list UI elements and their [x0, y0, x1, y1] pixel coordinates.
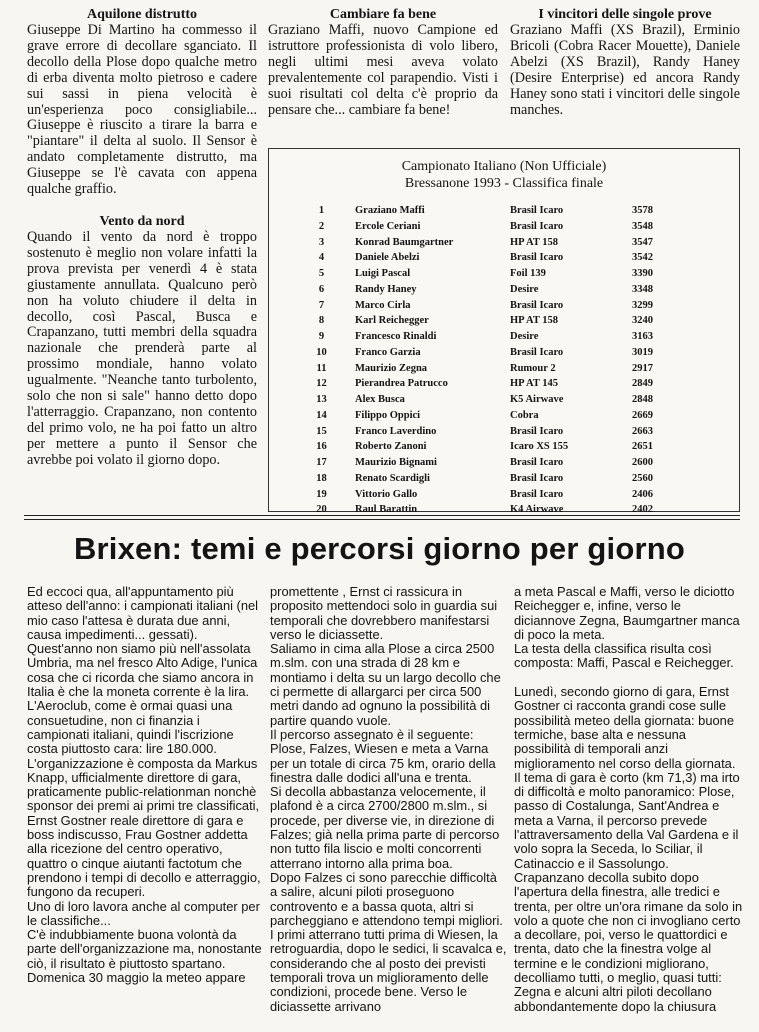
rank-position: 8 [318, 315, 325, 327]
sidebar-column-2 [268, 6, 498, 118]
ranking-row [269, 298, 739, 314]
pilot-name: Konrad Baumgartner [355, 236, 454, 248]
ranking-row [269, 376, 739, 392]
rank-position: 1 [318, 205, 325, 216]
article-paragraph: Saliamo in cima alla Plose a circa 2500 m.slm. con una strada di 28 km e montiamo i delta su un largo decollo che ci permette di allargarci per circa 500 metri dando ad ognuno la possibilità di partire quando vuole. [270, 641, 501, 728]
rank-position: 14 [316, 409, 327, 421]
points-value: 2402 [632, 504, 653, 516]
points-value: 2651 [632, 441, 653, 453]
article-paragraph: La testa della classifica risulta così composta: Maffi, Pascal e Reichegger. [514, 641, 734, 671]
pilot-name: Vittorio Gallo [355, 488, 418, 500]
rank-position: 11 [316, 362, 327, 374]
pilot-name: Maurizio Zegna [355, 362, 428, 374]
rank-position: 9 [318, 331, 325, 342]
points-value: 3547 [632, 236, 653, 248]
ranking-row [269, 455, 739, 471]
ranking-title-line-2: Bressanone 1993 - Classifica finale [404, 176, 604, 191]
article-paragraph: Dopo Falzes ci sono parecchie difficoltà a salire, alcuni piloti proseguono controvento e a bassa quota, altri si parcheggiano e attendono tempi migliori. I primi atterrano tutti prima di Wiesen, la retroguardia, dopo le sedici, li scavalca e, considerando che al posto dei previsti temporali trova un miglioramento delle condizioni, procede bene. Verso le diciassette arrivano [270, 869, 507, 1014]
heading-vento-da-nord: Vento da nord [99, 213, 185, 229]
article-paragraph: C'è indubbiamente buona volontà da parte dell'organizzazione ma, nonostante ciò, il risultato è piuttosto spartano. [27, 927, 262, 971]
points-value: 3548 [632, 220, 653, 232]
ranking-row [269, 408, 739, 424]
pilot-name: Ercole Ceriani [355, 220, 421, 232]
wing-model: Brasil Icaro [510, 472, 564, 484]
article-paragraph: Si decolla abbastanza velocemente, il plafond è a circa 2700/2800 m.slm., si procede, per diverse vie, in direzione di Falzes; già nella prima parte di percorso non tutto fila liscio e molti concorrenti atterrano intorno alla prima boa. [270, 784, 500, 871]
points-value: 2600 [632, 457, 653, 468]
points-value: 2663 [632, 425, 653, 437]
ranking-row [269, 392, 739, 408]
ranking-row [269, 235, 739, 251]
points-value: 2849 [632, 378, 653, 390]
points-value: 2560 [632, 472, 653, 484]
ranking-row [269, 266, 739, 282]
ranking-title-line-1: Campionato Italiano (Non Ufficiale) [401, 159, 607, 174]
ranking-row [269, 424, 739, 440]
points-value: 2848 [632, 394, 653, 405]
ranking-row [269, 471, 739, 487]
rank-position: 12 [316, 378, 327, 390]
heading-vincitori: I vincitori delle singole prove [538, 7, 712, 22]
heading-aquilone-distrutto: Aquilone distrutto [86, 7, 198, 22]
rank-position: 5 [318, 268, 325, 279]
wing-model: K5 Airwave [510, 394, 564, 405]
wing-model: Brasil Icaro [510, 299, 564, 311]
wing-model: Desire [510, 331, 539, 342]
ranking-row [269, 282, 739, 298]
points-value: 3348 [632, 283, 653, 295]
ranking-row [269, 439, 739, 455]
article-headline: Brixen: temi e percorsi giorno per giorno [73, 531, 686, 566]
pilot-name: Alex Busca [355, 394, 405, 405]
wing-model: Rumour 2 [510, 362, 556, 374]
rank-position: 13 [316, 394, 327, 405]
rank-position: 3 [318, 236, 325, 248]
rank-position: 2 [318, 220, 325, 232]
ranking-row [269, 219, 739, 235]
pilot-name: Graziano Maffi [355, 205, 425, 216]
points-value: 3299 [632, 299, 653, 311]
paragraph-aquilone-distrutto: Giuseppe Di Martino ha commesso il grave errore di decollare sganciato. Il decollo della Plose dopo qualche metro di erba diventa molto pietroso e cadere sui sassi in piena velocità è un'esperienza poco consigliabile... Giuseppe è riuscito a tirare la barra e "piantare" il delta al suolo. Il Sensor è andato completamente distrutto, ma Giuseppe se l'è cavata con appena qualche graffio. [27, 22, 257, 198]
rank-position: 17 [316, 457, 327, 468]
article-column-3-part-a [514, 585, 744, 671]
ranking-row [269, 329, 739, 345]
ranking-row [269, 250, 739, 266]
wing-model: Cobra [510, 409, 539, 421]
article-column-3 [514, 585, 744, 1014]
rank-position: 16 [316, 441, 327, 453]
ranking-row [269, 487, 739, 503]
points-value: 3390 [632, 268, 653, 279]
ranking-row [269, 203, 739, 219]
rank-position: 18 [316, 472, 327, 484]
paragraph-gap [514, 671, 744, 685]
wing-model: Brasil Icaro [510, 488, 564, 500]
article-paragraph: L'Aeroclub, come è ormai quasi una consuetudine, non ci finanzia i campionati italiani, quindi l'iscrizione costa piuttosto cara: lire 180.000. [27, 698, 234, 757]
article-paragraph: Il tema di gara è corto (km 71,3) ma irto di difficoltà e molto panoramico: Plose, passo di Costalunga, Sant'Andrea e meta a Varna, il percorso prevede l'attraversamento della Val Gardena e il volo sopra la Seceda, lo Sciliar, il Catinaccio e il Sassolungo. [514, 769, 740, 871]
article-paragraph: Crapanzano decolla subito dopo l'apertura della finestra, alle tredici e trenta, per oltre un'ora rimane da solo in volo a quote che non ci invogliano certo a decollare, poi, verso le quattordici e trenta, dato che la finestra volge al termine e le condizioni migliorano, decolliamo tutti, o meglio, quasi tutti: Zegna e alcuni altri piloti decollano abbondantemente dopo la chiusura [514, 869, 743, 1014]
separator-line [24, 515, 740, 516]
separator-line [24, 519, 740, 520]
pilot-name: Franco Laverdino [355, 425, 437, 437]
article-column-3-part-b [514, 685, 744, 1014]
points-value: 2406 [632, 488, 653, 500]
pilot-name: Renato Scardigli [355, 472, 430, 484]
wing-model: HP AT 158 [510, 315, 559, 327]
sidebar-column-3 [510, 6, 740, 118]
article-paragraph: Uno di loro lavora anche al computer per le classifiche... [27, 898, 260, 928]
points-value: 3163 [632, 331, 653, 342]
points-value: 3578 [632, 205, 653, 216]
pilot-name: Roberto Zanoni [355, 441, 427, 453]
heading-cambiare-fa-bene: Cambiare fa bene [329, 7, 437, 22]
wing-model: HP AT 145 [510, 378, 559, 390]
pilot-name: Franco Garzia [355, 346, 421, 358]
wing-model: HP AT 158 [510, 236, 559, 248]
paragraph-vento-da-nord: Quando il vento da nord è troppo sostenuto è meglio non volare infatti la prova prevista per venerdì 4 è stata giustamente annullata. Qualcuno però non ha voluto chiudere il delta in decollo, così Pascal, Busca e Crapanzano, tutti membri della squadra nazionale che prenderà parte al prossimo mondiale, hanno volato ugualmente. "Neanche tanto turbolento, solo che non si sale" hanno detto dopo l'atterraggio. Crapanzano, non contento del primo volo, ne ha poi fatto un altro per mettere a punto il Sensor che avrebbe poi volato il giorno dopo. [27, 228, 257, 468]
ranking-table [269, 203, 739, 518]
rank-position: 6 [318, 283, 325, 295]
points-value: 3542 [632, 252, 653, 264]
article-paragraph: promettente , Ernst ci rassicura in proposito mettendoci solo in guardia sui temporali che dovrebbero manifestarsi verso le diciassette. [270, 584, 498, 642]
points-value: 3240 [632, 315, 653, 327]
rank-position: 15 [316, 425, 327, 437]
ranking-box [268, 148, 740, 516]
pilot-name: Filippo Oppici [355, 409, 421, 421]
rank-position: 20 [316, 504, 327, 516]
pilot-name: Francesco Rinaldi [355, 331, 437, 342]
paragraph-cambiare-fa-bene: Graziano Maffi, nuovo Campione ed istruttore professionista di volo libero, negli ultimi mesi aveva volato prevalentemente col parapendio. Visti i suoi risultati col delta c'è proprio da pensare che... cambiare fa bene! [268, 22, 498, 118]
pilot-name: Pierandrea Patrucco [355, 378, 448, 390]
points-value: 2669 [632, 409, 653, 421]
points-value: 2917 [632, 362, 653, 374]
article-paragraph: L'organizzazione è composta da Markus Knapp, ufficialmente direttore di gara, praticamente public-relationman nonchè sponsor dei premi ai primi tre classificati, Ernst Gostner reale direttore di gara e boss indiscusso, Frau Gostner addetta alla ricezione del centro operativo, quattro o cinque aiutanti factotum che prendono i tempi di decollo e atterraggio, fungono da recuperi. [27, 755, 261, 900]
paragraph-vincitori: Graziano Maffi (XS Brazil), Erminio Bricoli (Cobra Racer Mouette), Daniele Abelzi (XS Brazil), Randy Haney (Desire Enterprise) ed ancora Randy Haney sono stati i vincitori delle singole manches. [510, 22, 740, 118]
pilot-name: Karl Reichegger [355, 315, 429, 327]
ranking-row [269, 361, 739, 377]
ranking-title [269, 158, 739, 192]
rank-position: 7 [318, 299, 325, 311]
article-paragraph: Quest'anno non siamo più nell'assolata Umbria, ma nel fresco Alto Adige, l'unica cosa che ci ricorda che siamo ancora in Italia è che la moneta corrente è la lira. [27, 641, 258, 700]
pilot-name: Marco Cirla [355, 299, 411, 311]
wing-model: Brasil Icaro [510, 425, 564, 437]
wing-model: Brasil Icaro [510, 252, 564, 264]
article-paragraph: a meta Pascal e Maffi, verso le diciotto Reichegger e, infine, verso le diciannove Zegna, Baumgartner manca di poco la meta. [514, 584, 740, 642]
wing-model: Brasil Icaro [510, 346, 564, 358]
pilot-name: Raul Barattin [355, 504, 418, 516]
wing-model: Brasil Icaro [510, 457, 564, 468]
article-paragraph: Domenica 30 maggio la meteo appare [27, 970, 246, 986]
wing-model: K4 Airwave [510, 504, 564, 516]
points-value: 3019 [632, 346, 653, 358]
wing-model: Icaro XS 155 [510, 441, 569, 453]
rank-position: 10 [316, 346, 327, 358]
wing-model: Brasil Icaro [510, 205, 564, 216]
article-column-1 [27, 585, 264, 985]
pilot-name: Daniele Abelzi [355, 252, 420, 264]
ranking-row [269, 345, 739, 361]
wing-model: Brasil Icaro [510, 220, 564, 232]
wing-model: Foil 139 [510, 268, 546, 279]
sidebar-column-1 [27, 6, 257, 469]
article-paragraph: Lunedì, secondo giorno di gara, Ernst Gostner ci racconta grandi cose sulle possibilità meteo della giornata: buone termiche, base alta e nessuna possibilità di temporali anzi miglioramento nel corso della giornata. [514, 684, 736, 771]
ranking-row [269, 313, 739, 329]
article-paragraph: Il percorso assegnato è il seguente: Plose, Falzes, Wiesen e meta a Varna per un totale di circa 75 km, orario della finestra dalle dodici all'una e trenta. [270, 726, 496, 785]
article-column-2 [270, 585, 507, 1014]
pilot-name: Luigi Pascal [355, 268, 411, 279]
article-paragraph: Ed eccoci qua, all'appuntamento più atteso dell'anno: i campionati italiani (nel mio caso l'attesa è durata due anni, causa impedimenti... gessati). [27, 584, 259, 642]
rank-position: 4 [318, 252, 325, 264]
pilot-name: Randy Haney [355, 283, 417, 295]
pilot-name: Maurizio Bignami [355, 457, 437, 468]
wing-model: Desire [510, 283, 539, 295]
rank-position: 19 [316, 488, 327, 500]
